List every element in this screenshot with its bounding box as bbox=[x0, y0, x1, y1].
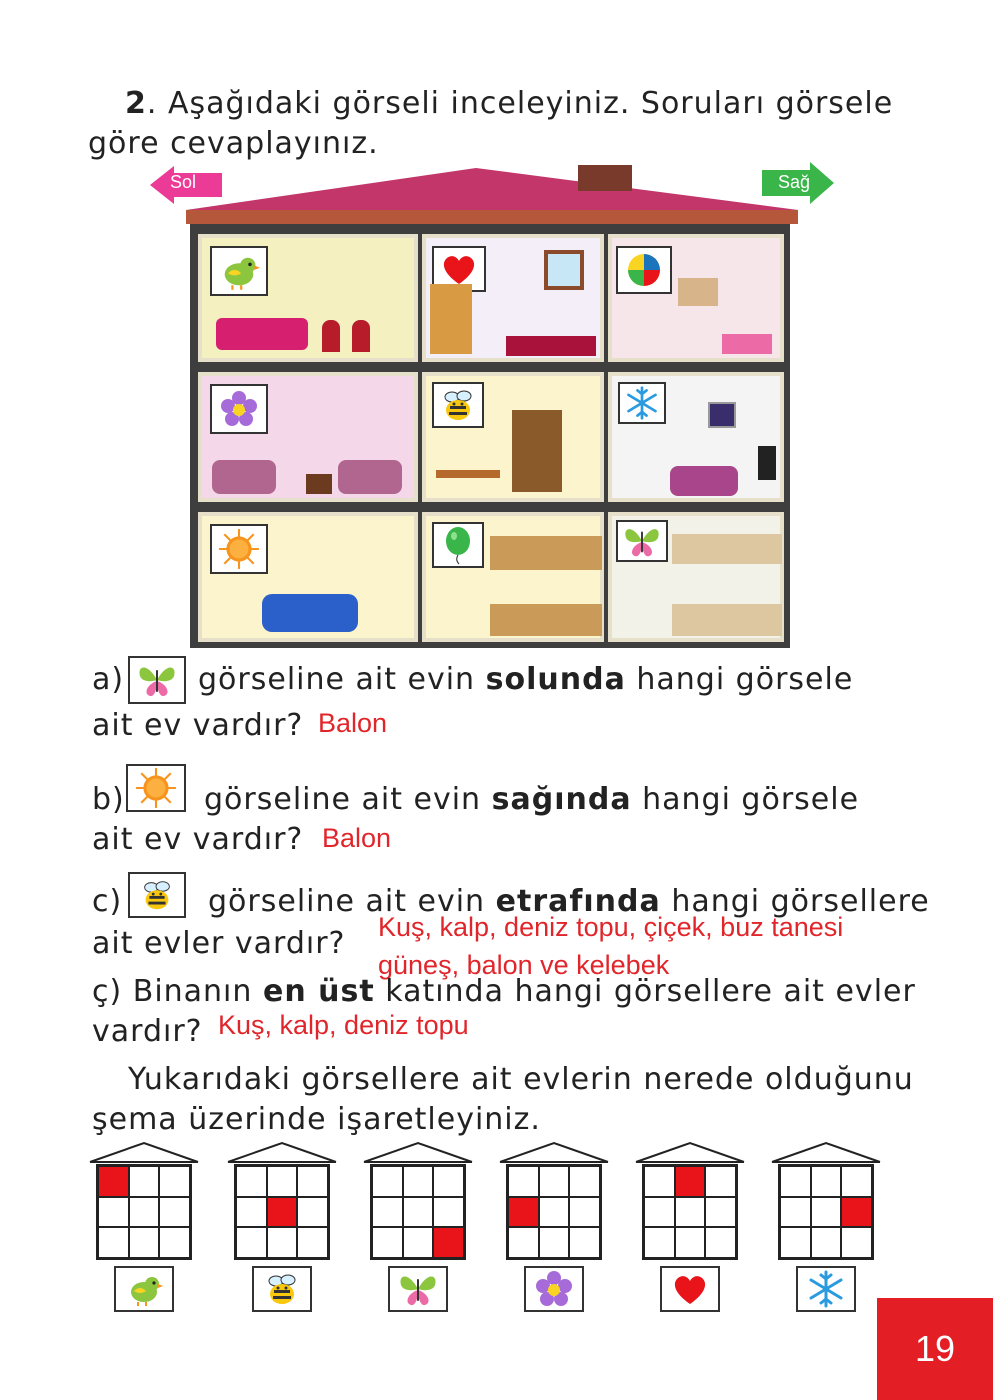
schema-cell[interactable] bbox=[403, 1227, 434, 1258]
left-label: Sol bbox=[170, 172, 197, 192]
page-number: 19 bbox=[877, 1298, 993, 1400]
schema-cell[interactable] bbox=[539, 1227, 570, 1258]
qa-d-line2: vardır? bbox=[92, 1014, 203, 1049]
schema-cell[interactable] bbox=[433, 1166, 464, 1197]
qa-b-answer: Balon bbox=[322, 823, 392, 853]
schema-grid[interactable] bbox=[778, 1164, 874, 1260]
chair bbox=[352, 320, 370, 352]
room-r2c3 bbox=[608, 372, 784, 502]
question-line-2: göre cevaplayınız. bbox=[88, 126, 379, 161]
schema-cell[interactable] bbox=[705, 1227, 736, 1258]
qa-c-answer-2: güneş, balon ve kelebek bbox=[378, 950, 670, 980]
schema-cell[interactable] bbox=[644, 1197, 675, 1228]
schema-grid[interactable] bbox=[642, 1164, 738, 1260]
schema-cell[interactable] bbox=[841, 1227, 872, 1258]
schema-cell[interactable] bbox=[569, 1166, 600, 1197]
instruction-line-1: Yukarıdaki görsellere ait evlerin nerede olduğunu bbox=[128, 1062, 914, 1097]
table bbox=[306, 474, 332, 494]
sofa bbox=[212, 460, 276, 494]
beach-ball-icon bbox=[616, 246, 672, 294]
qa-a-bold: solunda bbox=[485, 662, 626, 697]
schema-cell[interactable] bbox=[403, 1166, 434, 1197]
question-text-1: . Aşağıdaki görseli inceleyiniz. Soruları görsele bbox=[146, 86, 894, 121]
schema-cell[interactable] bbox=[644, 1166, 675, 1197]
schema-cell[interactable] bbox=[841, 1166, 872, 1197]
qa-c-answer-1: Kuş, kalp, deniz topu, çiçek, buz tanesi bbox=[378, 912, 844, 942]
qa-a-line2: ait ev vardır? bbox=[92, 708, 304, 743]
board bbox=[678, 278, 718, 306]
butterfly-icon bbox=[616, 520, 668, 562]
schema-cell[interactable] bbox=[644, 1227, 675, 1258]
butterfly-icon bbox=[388, 1266, 448, 1312]
qa-c-label: c) bbox=[92, 884, 123, 919]
schema-cell[interactable] bbox=[129, 1227, 160, 1258]
schema-grid[interactable] bbox=[506, 1164, 602, 1260]
qa-d-text1: ç) Binanın bbox=[92, 974, 253, 1009]
qa-a-label: a) bbox=[92, 662, 125, 697]
schema-cell[interactable] bbox=[433, 1197, 464, 1228]
qa-b-line2: ait ev vardır? bbox=[92, 822, 304, 857]
butterfly-icon bbox=[128, 656, 186, 704]
flower-icon bbox=[210, 384, 268, 434]
schema-cell[interactable] bbox=[403, 1197, 434, 1228]
bee-icon bbox=[432, 382, 484, 428]
schema-cell[interactable] bbox=[98, 1197, 129, 1228]
kitchen-counter bbox=[672, 604, 782, 636]
schema-cell[interactable] bbox=[159, 1197, 190, 1228]
painting bbox=[708, 402, 736, 428]
sun-icon bbox=[126, 764, 186, 812]
schema-cell[interactable] bbox=[569, 1197, 600, 1228]
bed bbox=[506, 336, 596, 356]
chair bbox=[322, 320, 340, 352]
schema-cell[interactable] bbox=[508, 1227, 539, 1258]
qa-c-text2: hangi görsellere bbox=[671, 884, 930, 919]
qa-c-text1: görseline ait evin bbox=[208, 884, 486, 919]
question-line-1 bbox=[125, 86, 893, 121]
house-illustration bbox=[186, 160, 798, 652]
schema-grid[interactable] bbox=[370, 1164, 466, 1260]
snowflake-icon bbox=[796, 1266, 856, 1312]
qa-d-answer: Kuş, kalp, deniz topu bbox=[218, 1010, 469, 1040]
schema-cell[interactable] bbox=[297, 1197, 328, 1228]
balloon-icon bbox=[432, 522, 484, 568]
tv bbox=[758, 446, 776, 480]
schema-cell[interactable] bbox=[267, 1197, 298, 1228]
schema-cell[interactable] bbox=[780, 1197, 811, 1228]
qa-a-text2: hangi görsele bbox=[636, 662, 854, 697]
schema-cell[interactable] bbox=[539, 1197, 570, 1228]
instruction-line-2: şema üzerinde işaretleyiniz. bbox=[92, 1102, 541, 1137]
schema-cell[interactable] bbox=[267, 1227, 298, 1258]
qa-b-text1: görseline ait evin bbox=[204, 782, 482, 817]
schema-roof bbox=[88, 1140, 200, 1164]
schema-cell[interactable] bbox=[675, 1197, 706, 1228]
schema-cell[interactable] bbox=[159, 1166, 190, 1197]
qa-b-line1 bbox=[204, 782, 859, 817]
bird-icon bbox=[114, 1266, 174, 1312]
schema-cell[interactable] bbox=[98, 1166, 129, 1197]
bird-icon bbox=[210, 246, 268, 296]
qa-a-text1: görseline ait evin bbox=[198, 662, 476, 697]
heart-icon bbox=[660, 1266, 720, 1312]
schema-cell[interactable] bbox=[508, 1197, 539, 1228]
sofa bbox=[670, 466, 738, 496]
qa-d-bold: en üst bbox=[262, 974, 375, 1009]
qa-d-line1 bbox=[92, 974, 916, 1009]
sofa bbox=[262, 594, 358, 632]
room-r1c2 bbox=[422, 234, 604, 362]
room-r2c1 bbox=[198, 372, 418, 502]
room-r1c1 bbox=[198, 234, 418, 362]
schema-cell[interactable] bbox=[236, 1166, 267, 1197]
schema-cell[interactable] bbox=[98, 1227, 129, 1258]
qa-a-line1 bbox=[198, 662, 853, 697]
schema-cell[interactable] bbox=[705, 1197, 736, 1228]
roof bbox=[186, 160, 798, 230]
schema-cell[interactable] bbox=[508, 1166, 539, 1197]
right-label: Sağ bbox=[778, 172, 811, 192]
kitchen-counter bbox=[490, 604, 602, 636]
sun-icon bbox=[210, 524, 268, 574]
schema-cell[interactable] bbox=[297, 1166, 328, 1197]
sofa bbox=[338, 460, 402, 494]
schema-roof bbox=[226, 1140, 338, 1164]
schema-roof bbox=[498, 1140, 610, 1164]
schema-cell[interactable] bbox=[433, 1227, 464, 1258]
schema-cell[interactable] bbox=[159, 1227, 190, 1258]
room-r2c2 bbox=[422, 372, 604, 502]
qa-a-answer: Balon bbox=[318, 708, 388, 738]
schema-cell[interactable] bbox=[780, 1166, 811, 1197]
schema-cell[interactable] bbox=[705, 1166, 736, 1197]
schema-roof bbox=[770, 1140, 882, 1164]
schema-cell[interactable] bbox=[372, 1227, 403, 1258]
schema-cell[interactable] bbox=[780, 1227, 811, 1258]
question-number: 2 bbox=[125, 86, 147, 121]
schema-cell[interactable] bbox=[569, 1227, 600, 1258]
qa-c-bold: etrafında bbox=[495, 884, 661, 919]
qa-d-text2: katında hangi görsellere ait evler bbox=[385, 974, 916, 1009]
sofa bbox=[216, 318, 308, 350]
flower-icon bbox=[524, 1266, 584, 1312]
schema-roof bbox=[362, 1140, 474, 1164]
room-r1c3 bbox=[608, 234, 784, 362]
qa-b-label: b) bbox=[92, 782, 125, 817]
schema-cell[interactable] bbox=[841, 1197, 872, 1228]
schema-cell[interactable] bbox=[675, 1227, 706, 1258]
schema-cell[interactable] bbox=[236, 1227, 267, 1258]
kitchen-cabinet bbox=[672, 534, 782, 564]
schema-cell[interactable] bbox=[372, 1166, 403, 1197]
window bbox=[544, 250, 584, 290]
schema-cell[interactable] bbox=[297, 1227, 328, 1258]
schema-cell[interactable] bbox=[372, 1197, 403, 1228]
schema-cell[interactable] bbox=[267, 1166, 298, 1197]
schema-cell[interactable] bbox=[129, 1197, 160, 1228]
schema-cell[interactable] bbox=[811, 1197, 842, 1228]
schema-cell[interactable] bbox=[811, 1227, 842, 1258]
bee-icon bbox=[252, 1266, 312, 1312]
bookshelf bbox=[512, 410, 562, 492]
schema-cell[interactable] bbox=[675, 1166, 706, 1197]
desk bbox=[436, 470, 500, 478]
kitchen-cabinet bbox=[490, 536, 602, 570]
schema-cell[interactable] bbox=[129, 1166, 160, 1197]
schema-grid[interactable] bbox=[234, 1164, 330, 1260]
schema-cell[interactable] bbox=[539, 1166, 570, 1197]
schema-cell[interactable] bbox=[811, 1166, 842, 1197]
schema-cell[interactable] bbox=[236, 1197, 267, 1228]
room-r3c1 bbox=[198, 512, 418, 642]
qa-c-line2: ait evler vardır? bbox=[92, 926, 346, 961]
schema-grid[interactable] bbox=[96, 1164, 192, 1260]
wardrobe bbox=[430, 284, 472, 354]
room-r3c3 bbox=[608, 512, 784, 642]
qa-b-bold: sağında bbox=[491, 782, 632, 817]
qa-b-text2: hangi görsele bbox=[642, 782, 860, 817]
schema-roof bbox=[634, 1140, 746, 1164]
bed bbox=[722, 334, 772, 354]
bee-icon bbox=[128, 872, 186, 918]
snowflake-icon bbox=[618, 382, 666, 424]
room-r3c2 bbox=[422, 512, 604, 642]
